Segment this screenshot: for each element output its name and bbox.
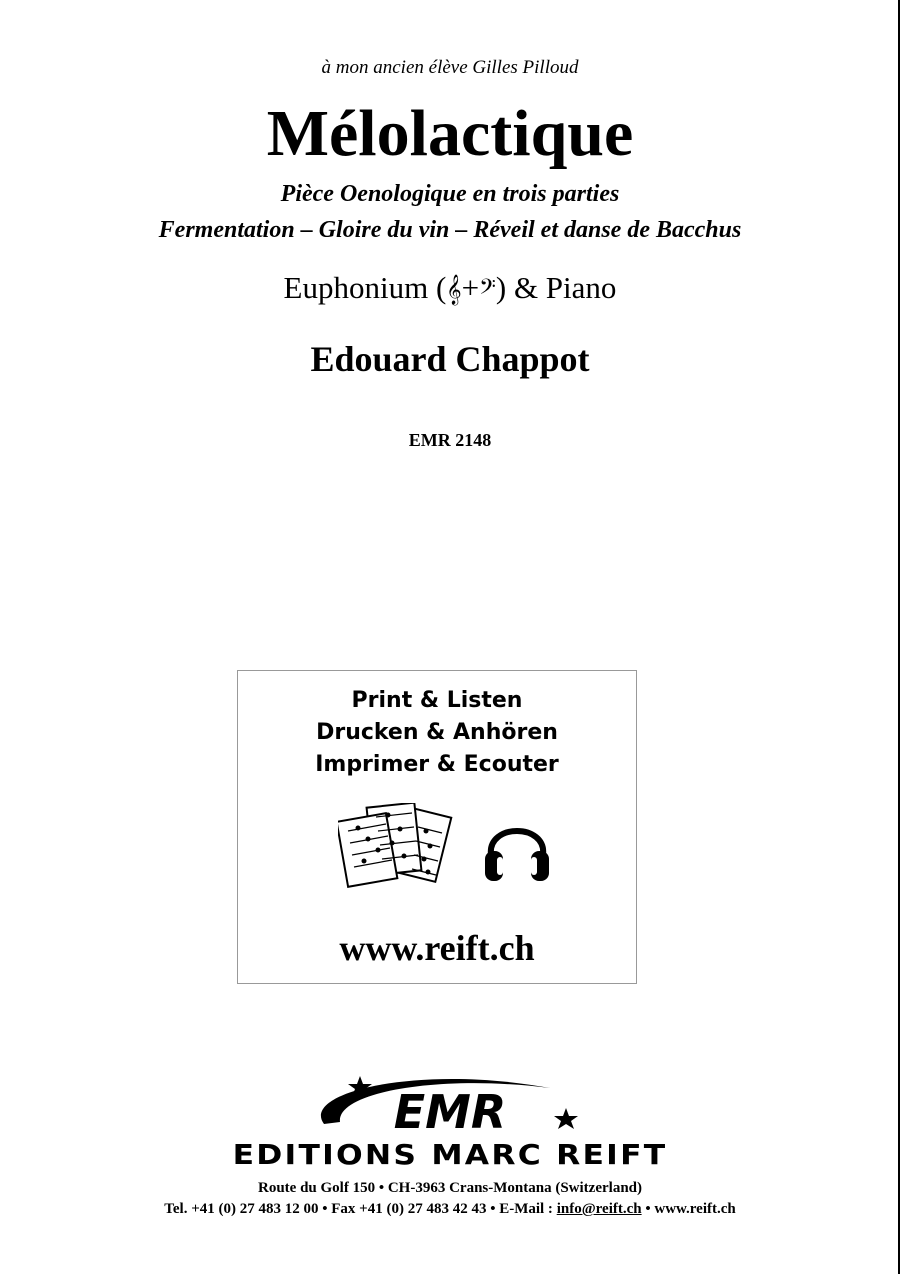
composer: Edouard Chappot [310, 339, 590, 379]
dedication: à mon ancien élève Gilles Pilloud [321, 57, 579, 78]
catalog-number: EMR 2148 [408, 430, 492, 450]
sheet-music-icon [338, 803, 470, 899]
promo-line-3: Imprimer & Ecouter [315, 752, 559, 777]
publisher-name: EDITIONS MARC REIFT [232, 1138, 668, 1171]
subtitle [0, 176, 900, 248]
headphones-icon [483, 811, 551, 885]
publisher-contact [0, 1201, 900, 1218]
publisher-address: Route du Golf 150 • CH-3963 Crans-Montana (Switzerland) [258, 1180, 642, 1196]
promo-line-1: Print & Listen [351, 688, 523, 713]
instrument-name: Euphonium ( [283, 270, 447, 305]
promo-line-2: Drucken & Anhören [316, 720, 558, 745]
clef-plus: + [461, 270, 480, 305]
treble-clef-icon: 𝄞 [446, 275, 462, 305]
bass-clef-icon: 𝄢 [479, 275, 496, 305]
contact-phone-fax: Tel. +41 (0) 27 483 12 00 • Fax +41 (0) 27 483 42 43 • E-Mail : [164, 1201, 557, 1217]
print-listen-box [237, 670, 637, 984]
page-title: Mélolactique [266, 97, 634, 170]
logo-text: EMR [393, 1085, 507, 1139]
subtitle-line-2: Fermentation – Gloire du vin – Réveil et danse de Bacchus [158, 217, 742, 243]
subtitle-line-1: Pièce Oenologique en trois parties [280, 181, 620, 207]
contact-email-link[interactable]: info@reift.ch [556, 1201, 642, 1217]
promo-website[interactable]: www.reift.ch [339, 928, 535, 968]
instrumentation [0, 270, 900, 306]
instrument-suffix: ) & Piano [495, 270, 617, 305]
contact-website: • www.reift.ch [641, 1201, 736, 1217]
